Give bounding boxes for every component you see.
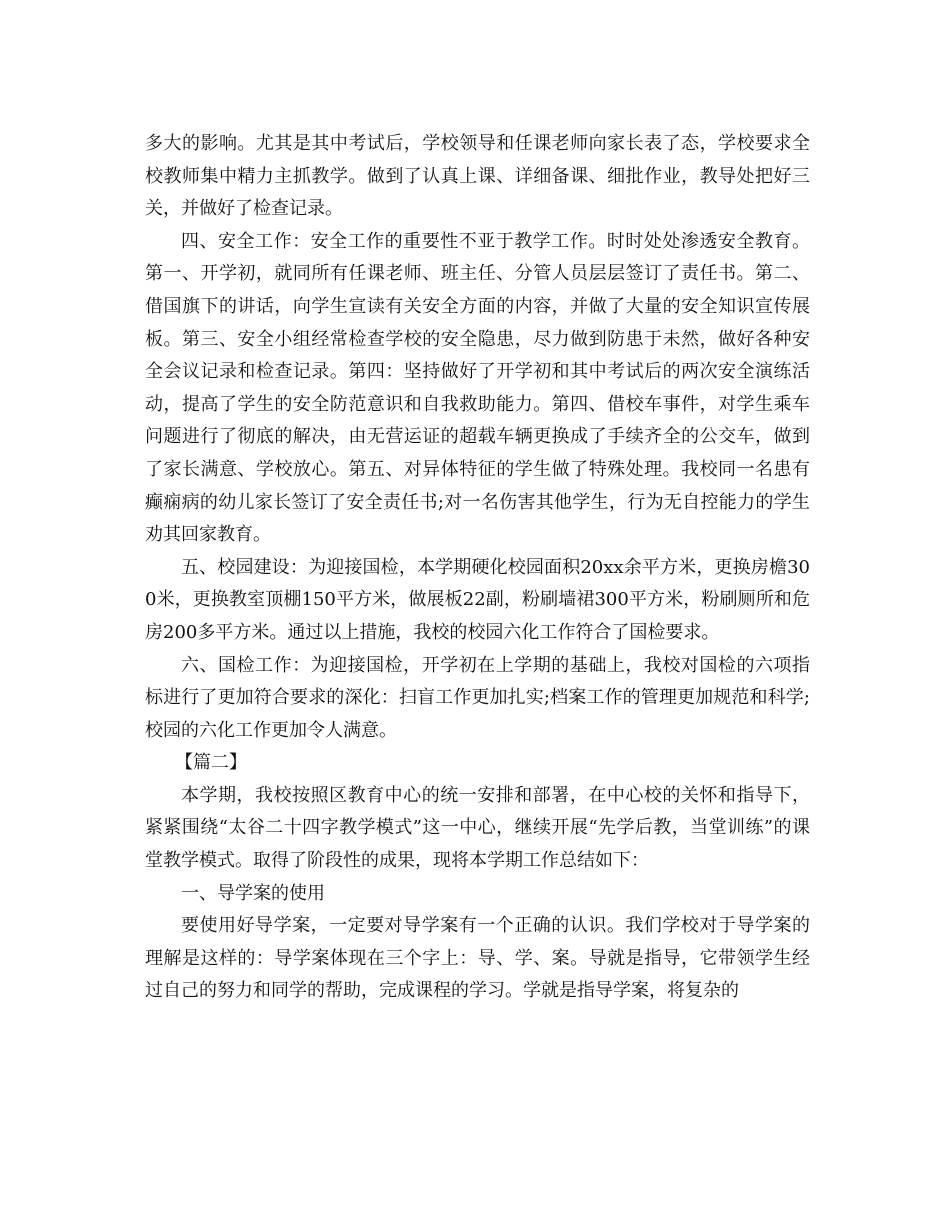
paragraph-campus-construction: 五、校园建设：为迎接国检，本学期硬化校园面积20xx余平方米，更换房檐300米，更换教室顶棚150平方米，做展板22副，粉刷墙裙300平方米，粉刷厕所和危房200多平方米。通过以上措施，我校的校园六化工作符合了国检要求。 <box>145 556 810 643</box>
paragraph-guided-learning-plan: 要使用好导学案，一定要对导学案有一个正确的认识。我们学校对于导学案的理解是这样的：导学案体现在三个字上：导、学、案。导就是指导，它带领学生经过自己的努力和同学的帮助，完成课程的学习。学就是指导学案，将复杂的 <box>145 915 810 1002</box>
paragraph-safety-work: 四、安全工作：安全工作的重要性不亚于教学工作。时时处处渗透安全教育。第一、开学初，就同所有任课老师、班主任、分管人员层层签订了责任书。第二、借国旗下的讲话，向学生宣读有关安全方面的内容，并做了大量的安全知识宣传展板。第三、安全小组经常检查学校的安全隐患，尽力做到防患于未然，做好各种安全会议记录和检查记录。第四：坚持做好了开学初和其中考试后的两次安全演练活动，提高了学生的安全防范意识和自我救助能力。第四、借校车事件，对学生乘车问题进行了彻底的解决，由无营运证的超载车辆更换成了手续齐全的公交车，做到了家长满意、学校放心。第五、对异体特征的学生做了特殊处理。我校同一名患有癫痫病的幼儿家长签订了安全责任书;对一名伤害其他学生，行为无自控能力的学生劝其回家教育。 <box>145 230 810 546</box>
paragraph-continuation: 多大的影响。尤其是其中考试后，学校领导和任课老师向家长表了态，学校要求全校教师集中精力主抓教学。做到了认真上课、详细备课、细批作业，教导处把好三关，并做好了检查记录。 <box>145 133 810 220</box>
subheading-guided-learning-plan: 一、导学案的使用 <box>181 882 325 904</box>
paragraph-national-inspection: 六、国检工作：为迎接国检，开学初在上学期的基础上，我校对国检的六项指标进行了更加符合要求的深化：扫盲工作更加扎实;档案工作的管理更加规范和科学;校园的六化工作更加令人满意。 <box>145 654 810 741</box>
document-page <box>145 128 810 1008</box>
section-heading-part-two: 【篇二】 <box>175 752 247 774</box>
paragraph-semester-intro: 本学期，我校按照区教育中心的统一安排和部署，在中心校的关怀和指导下，紧紧围绕“太谷二十四字教学模式”这一中心，继续开展“先学后教，当堂训练”的课堂教学模式。取得了阶段性的成果，现将本学期工作总结如下： <box>145 784 810 872</box>
